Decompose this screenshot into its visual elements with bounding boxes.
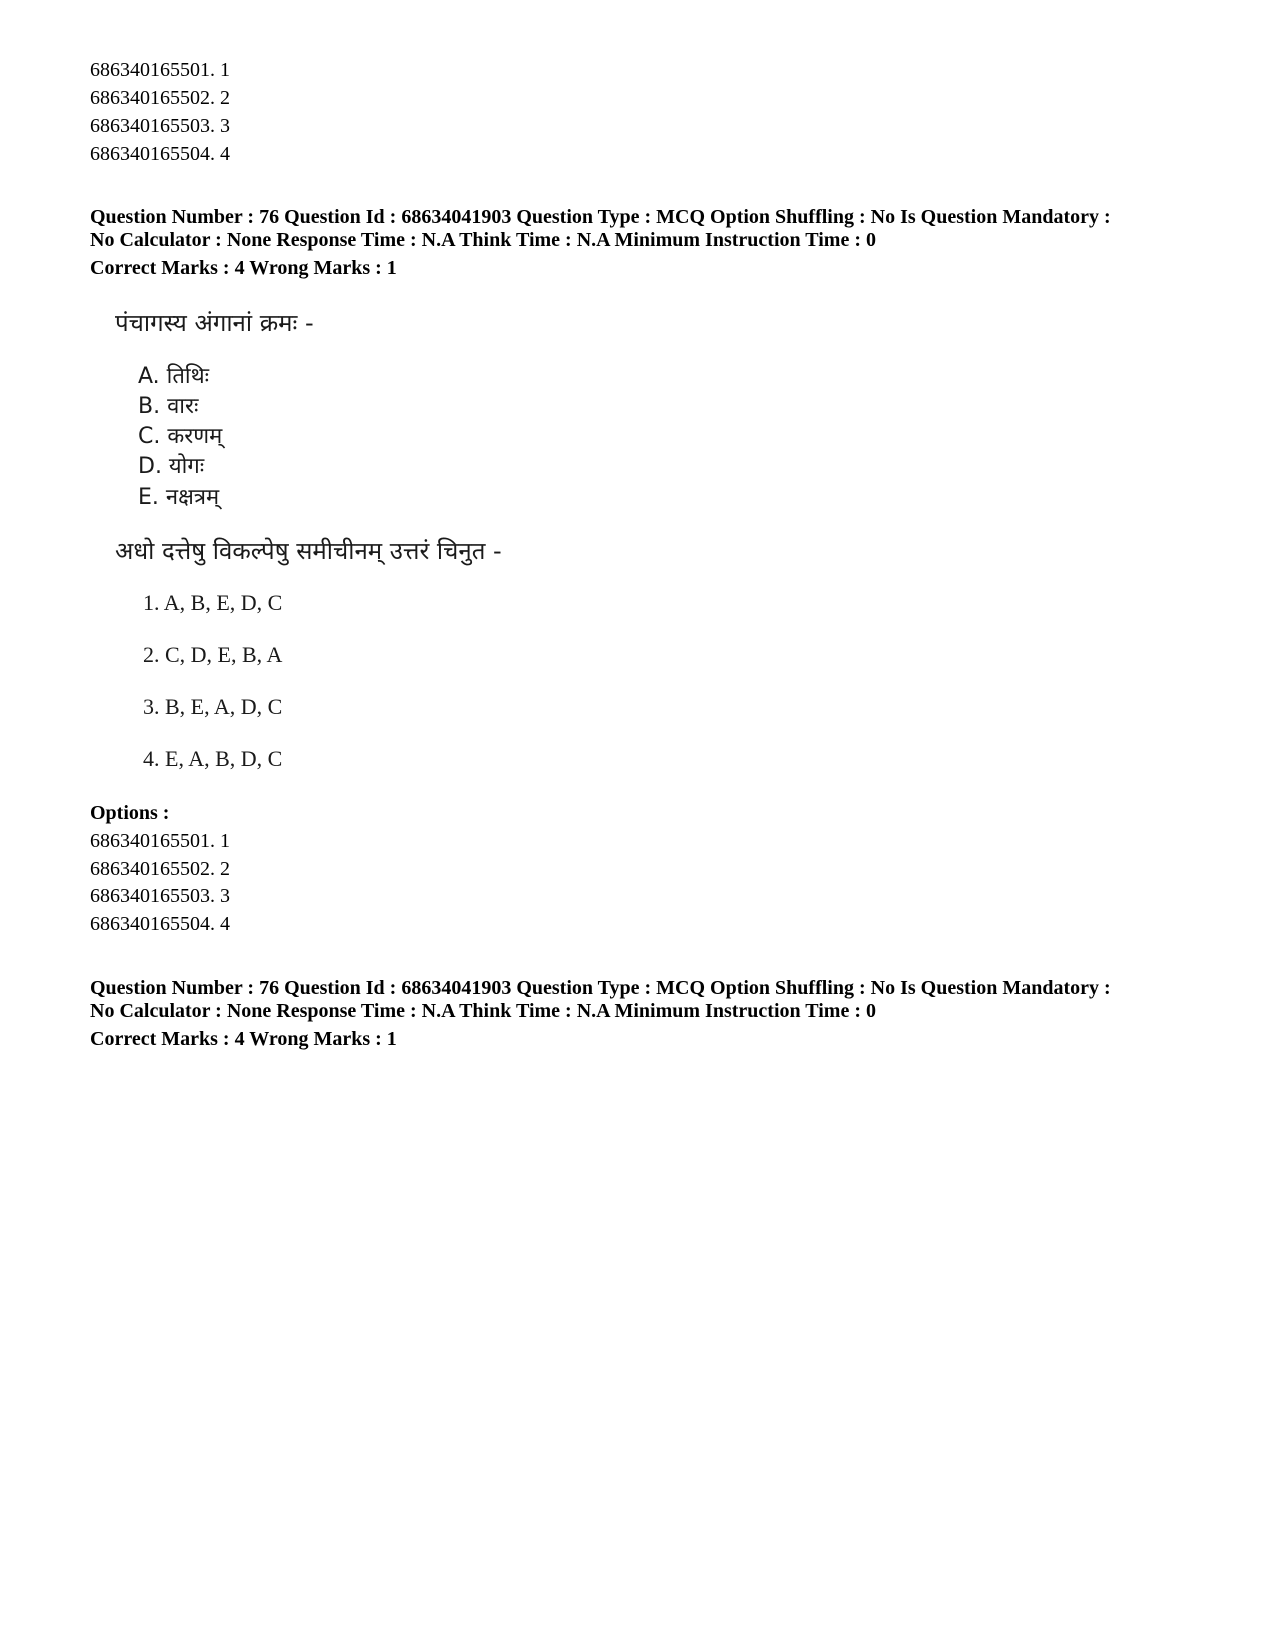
item-a: A. तिथिः [138,364,210,389]
question-header-line2: No Calculator : None Response Time : N.A Think Time : N.A Minimum Instruction Time : 0 [90,229,876,251]
top-option-3: 686340165503. 3 [90,115,230,137]
choice-1: 1. A, B, E, D, C [143,590,283,615]
item-b: B. वारः [138,394,199,419]
question2-header-line2: No Calculator : None Response Time : N.A Think Time : N.A Minimum Instruction Time : 0 [90,1000,876,1022]
question-instruction: अधो दत्तेषु विकल्पेषु समीचीनम् उत्तरं चिनुत - [115,537,502,565]
question-header-line1: Question Number : 76 Question Id : 68634041903 Question Type : MCQ Option Shuffling : No Is Question Mandatory : [90,206,1111,228]
question2-header-line1: Question Number : 76 Question Id : 68634041903 Question Type : MCQ Option Shuffling : No Is Question Mandatory : [90,977,1111,999]
options-label: Options : [90,802,170,824]
top-option-2: 686340165502. 2 [90,87,230,109]
option-2: 686340165502. 2 [90,858,230,880]
question2-marks: Correct Marks : 4 Wrong Marks : 1 [90,1028,397,1050]
item-c: C. करणम् [138,424,223,449]
question-stem: पंचागस्य अंगानां क्रमः - [115,309,314,337]
question-marks: Correct Marks : 4 Wrong Marks : 1 [90,257,397,279]
item-d: D. योगः [138,454,205,479]
option-1: 686340165501. 1 [90,830,230,852]
item-e: E. नक्षत्रम् [138,485,220,510]
choice-2: 2. C, D, E, B, A [143,642,283,667]
option-4: 686340165504. 4 [90,913,230,935]
top-option-1: 686340165501. 1 [90,59,230,81]
choice-4: 4. E, A, B, D, C [143,746,283,771]
option-3: 686340165503. 3 [90,885,230,907]
choice-3: 3. B, E, A, D, C [143,694,283,719]
top-option-4: 686340165504. 4 [90,143,230,165]
